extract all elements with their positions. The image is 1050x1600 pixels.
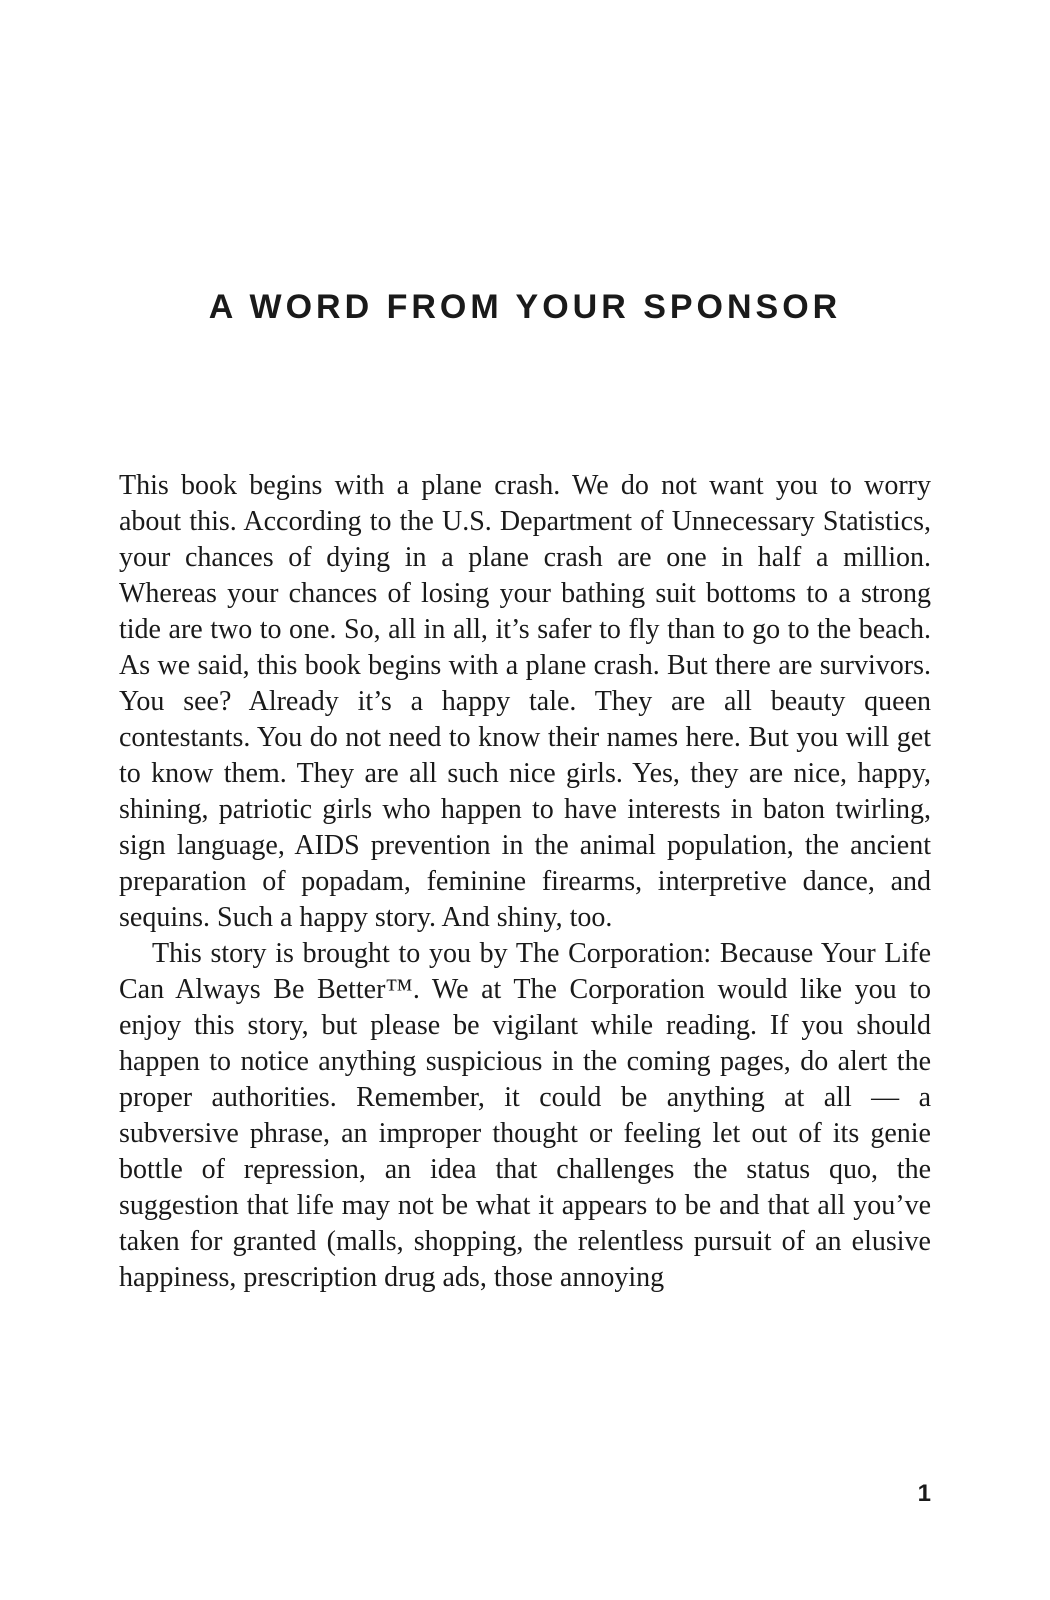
paragraph: This story is brought to you by The Corporation: Because Your Life Can Always Be Better™. We at The Corporation would like you to enjoy this story, but please be vigilant while reading. If you should happen to notice anything suspicious in the coming pages, do alert the proper authorities. Remember, it could be anything at all — a subversive phrase, an improper thought or feeling let out of its genie bottle of repression, an idea that challenges the status quo, the suggestion that life may not be what it appears to be and that all you’ve taken for granted (malls, shopping, the relentless pursuit of an elusive happiness, prescription drug ads, those annoying <box>119 938 931 1293</box>
paragraph: This book begins with a plane crash. We do not want you to worry about this. According to the U.S. Department of Unnecessary Statistics, your chances of dying in a plane crash are one in half a million. Whereas your chances of losing your bathing suit bottoms to a strong tide are two to one. So, all in all, it’s safer to fly than to go to the beach. As we said, this book begins with a plane crash. But there are survivors. You see? Already it’s a happy tale. They are all beauty queen contestants. You do not need to know their names here. But you will get to know them. They are all such nice girls. Yes, they are nice, happy, shining, patriotic girls who happen to have interests in baton twirling, sign language, AIDS prevention in the animal population, the ancient preparation of popadam, feminine firearms, interpretive dance, and sequins. Such a happy story. And shiny, too. <box>119 470 931 933</box>
chapter-title: A WORD FROM YOUR SPONSOR <box>208 288 842 326</box>
page-number: 1 <box>917 1480 931 1507</box>
body-text <box>119 468 931 1296</box>
